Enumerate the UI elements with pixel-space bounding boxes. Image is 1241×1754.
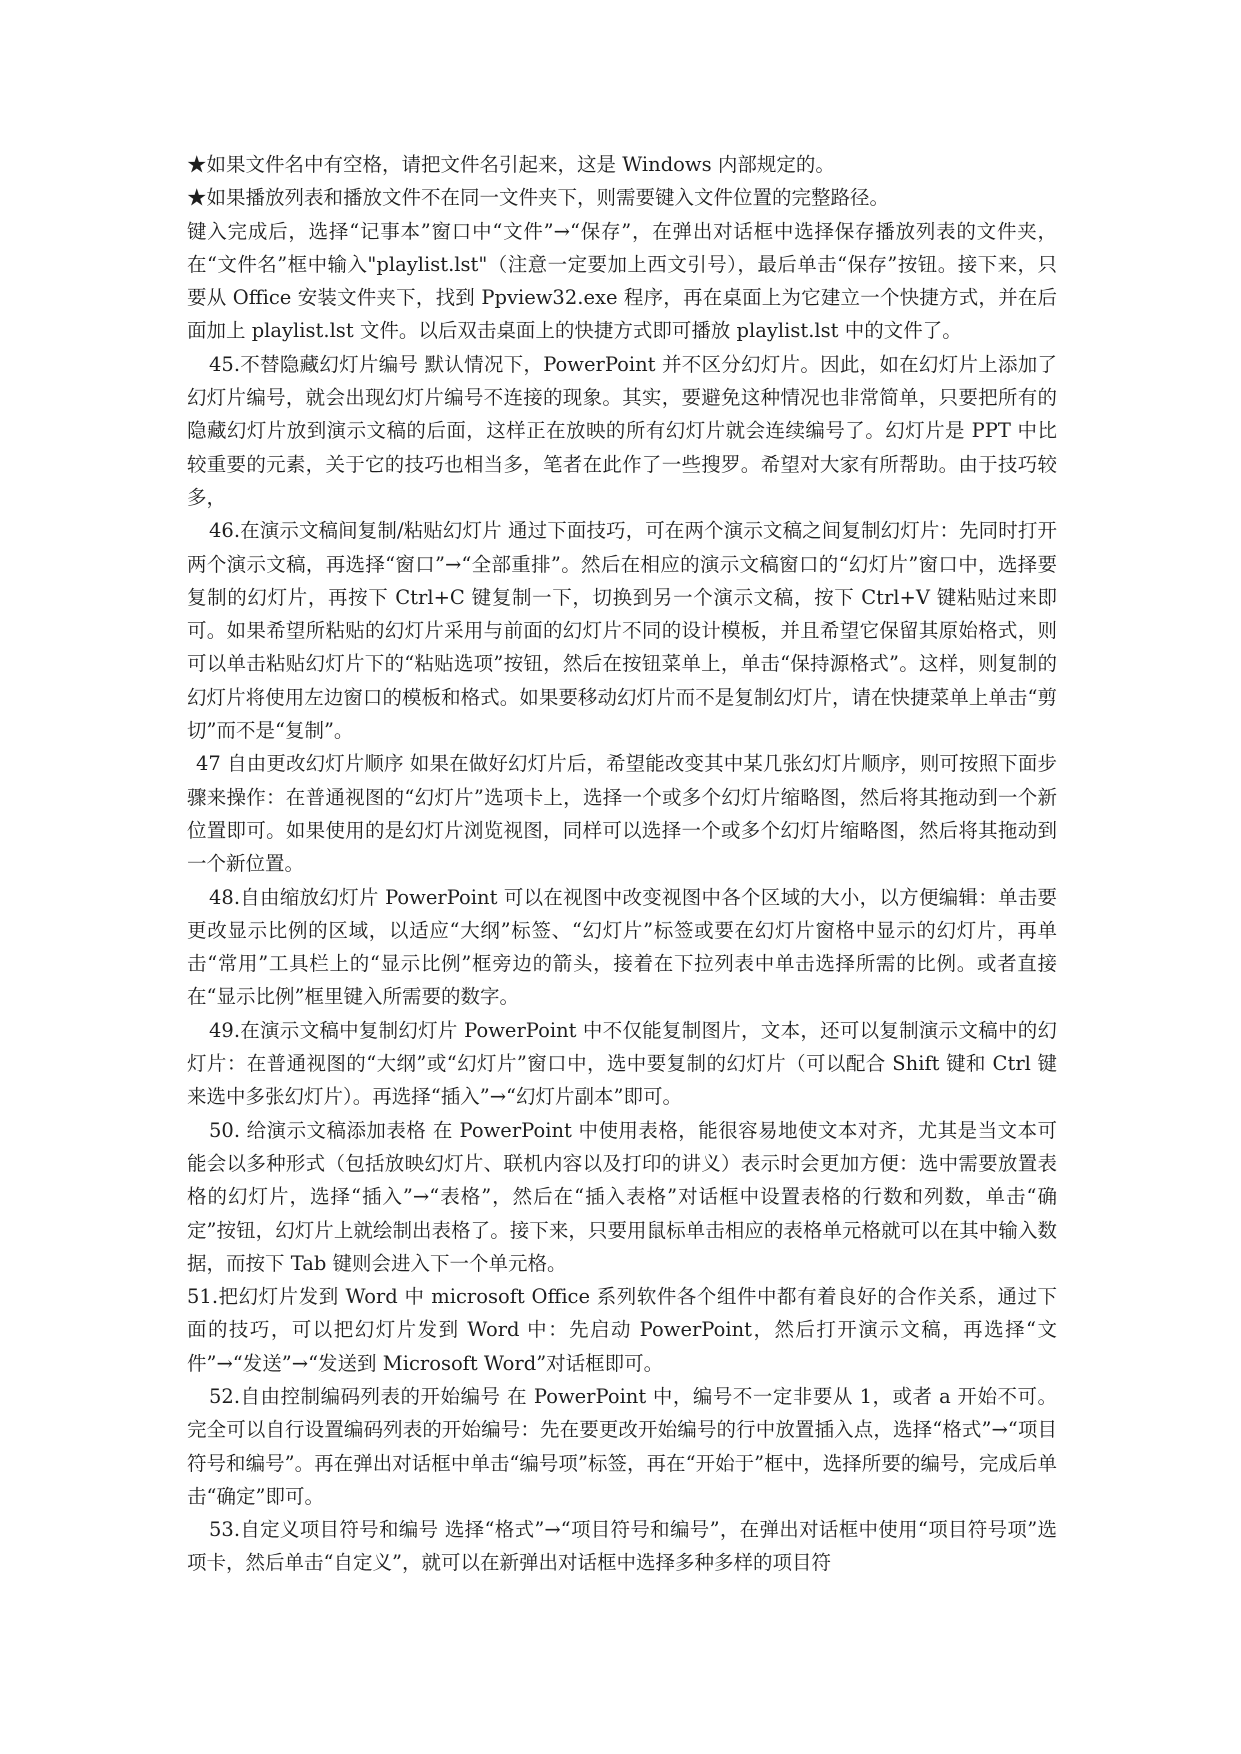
paragraph-tip-52: 52.自由控制编码列表的开始编号 在 PowerPoint 中，编号不一定非要从 1，或者 a 开始不可。完全可以自行设置编码列表的开始编号：先在要更改开始编号的行中放置插入点，选择“格式”→“项目符号和编号”。再在弹出对话框中单击“编号项”标签，再在“开始于”框中，选择所要的编号，完成后单击“确定”即可。	[187, 1384, 1057, 1508]
paragraph-tip-46: 46.在演示文稿间复制/粘贴幻灯片 通过下面技巧，可在两个演示文稿之间复制幻灯片：先同时打开两个演示文稿，再选择“窗口”→“全部重排”。然后在相应的演示文稿窗口的“幻灯片”窗口中，选择要复制的幻灯片，再按下 Ctrl+C 键复制一下，切换到另一个演示文稿，按下 Ctrl+V 键粘贴过来即可。如果希望所粘贴的幻灯片采用与前面的幻灯片不同的设计模板，并且希望它保留其原始格式，则可以单击粘贴幻灯片下的“粘贴选项”按钮，然后在按钮菜单上，单击“保持源格式”。这样，则复制的幻灯片将使用左边窗口的模板和格式。如果要移动幻灯片而不是复制幻灯片，请在快捷菜单上单击“剪切”而不是“复制”。	[187, 519, 1057, 743]
paragraph-tip-47: 47 自由更改幻灯片顺序 如果在做好幻灯片后，希望能改变其中某几张幻灯片顺序，则可按照下面步骤来操作：在普通视图的“幻灯片”选项卡上，选择一个或多个幻灯片缩略图，然后将其拖动到一个新位置即可。如果使用的是幻灯片浏览视图，同样可以选择一个或多个幻灯片缩略图，然后将其拖动到一个新位置。	[187, 752, 1057, 876]
bullet-paragraph-spaces: ★如果文件名中有空格，请把文件名引起来，这是 Windows 内部规定的。	[187, 153, 835, 176]
paragraph-tip-48: 48.自由缩放幻灯片 PowerPoint 可以在视图中改变视图中各个区域的大小，以方便编辑：单击要更改显示比例的区域，以适应“大纲”标签、“幻灯片”标签或要在幻灯片窗格中显示的幻灯片，再单击“常用”工具栏上的“显示比例”框旁边的箭头，接着在下拉列表中单击选择所需的比例。或者直接在“显示比例”框里键入所需要的数字。	[187, 885, 1057, 1009]
paragraph-tip-45: 45.不替隐藏幻灯片编号 默认情况下，PowerPoint 并不区分幻灯片。因此，如在幻灯片上添加了幻灯片编号，就会出现幻灯片编号不连接的现象。其实，要避免这种情况也非常简单，只要把所有的隐藏幻灯片放到演示文稿的后面，这样正在放映的所有幻灯片就会连续编号了。幻灯片是 PPT 中比较重要的元素，关于它的技巧也相当多，笔者在此作了一些搜罗。希望对大家有所帮助。由于技巧较多，	[187, 352, 1057, 509]
paragraph-tip-51: 51.把幻灯片发到 Word 中 microsoft Office 系列软件各个组件中都有着良好的合作关系，通过下面的技巧，可以把幻灯片发到 Word 中：先启动 PowerPoint，然后打开演示文稿，再选择“文件”→“发送”→“发送到 Microsoft Word”对话框即可。	[187, 1285, 1057, 1375]
paragraph-tip-50: 50. 给演示文稿添加表格 在 PowerPoint 中使用表格，能很容易地使文本对齐，尤其是当文本可能会以多种形式（包括放映幻灯片、联机内容以及打印的讲义）表示时会更加方便：选中需要放置表格的幻灯片，选择“插入”→“表格”，然后在“插入表格”对话框中设置表格的行数和列数，单击“确定”按钮，幻灯片上就绘制出表格了。接下来，只要用鼠标单击相应的表格单元格就可以在其中输入数据，而按下 Tab 键则会进入下一个单元格。	[187, 1118, 1057, 1275]
bullet-paragraph-path: ★如果播放列表和播放文件不在同一文件夹下，则需要键入文件位置的完整路径。	[187, 186, 890, 210]
paragraph-tip-53: 53.自定义项目符号和编号 选择“格式”→“项目符号和编号”，在弹出对话框中使用“项目符号项”选项卡，然后单击“自定义”，就可以在新弹出对话框中选择多种多样的项目符	[187, 1518, 1057, 1575]
paragraph-tip-49: 49.在演示文稿中复制幻灯片 PowerPoint 中不仅能复制图片，文本，还可以复制演示文稿中的幻灯片：在普通视图的“大纲”或“幻灯片”窗口中，选中要复制的幻灯片（可以配合 Shift 键和 Ctrl 键来选中多张幻灯片）。再选择“插入”→“幻灯片副本”即可。	[187, 1018, 1057, 1109]
paragraph-save-playlist: 键入完成后，选择“记事本”窗口中“文件”→“保存”，在弹出对话框中选择保存播放列表的文件夹，在“文件名”框中输入"playlist.lst"（注意一定要加上西文引号），最后单击“保存”按钮。接下来，只要从 Office 安装文件夹下，找到 Ppview32.exe 程序，再在桌面上为它建立一个快捷方式，并在后面加上 playlist.lst 文件。以后双击桌面上的快捷方式即可播放 playlist.lst 中的文件了。	[187, 219, 1057, 343]
document-page	[187, 148, 1057, 1580]
